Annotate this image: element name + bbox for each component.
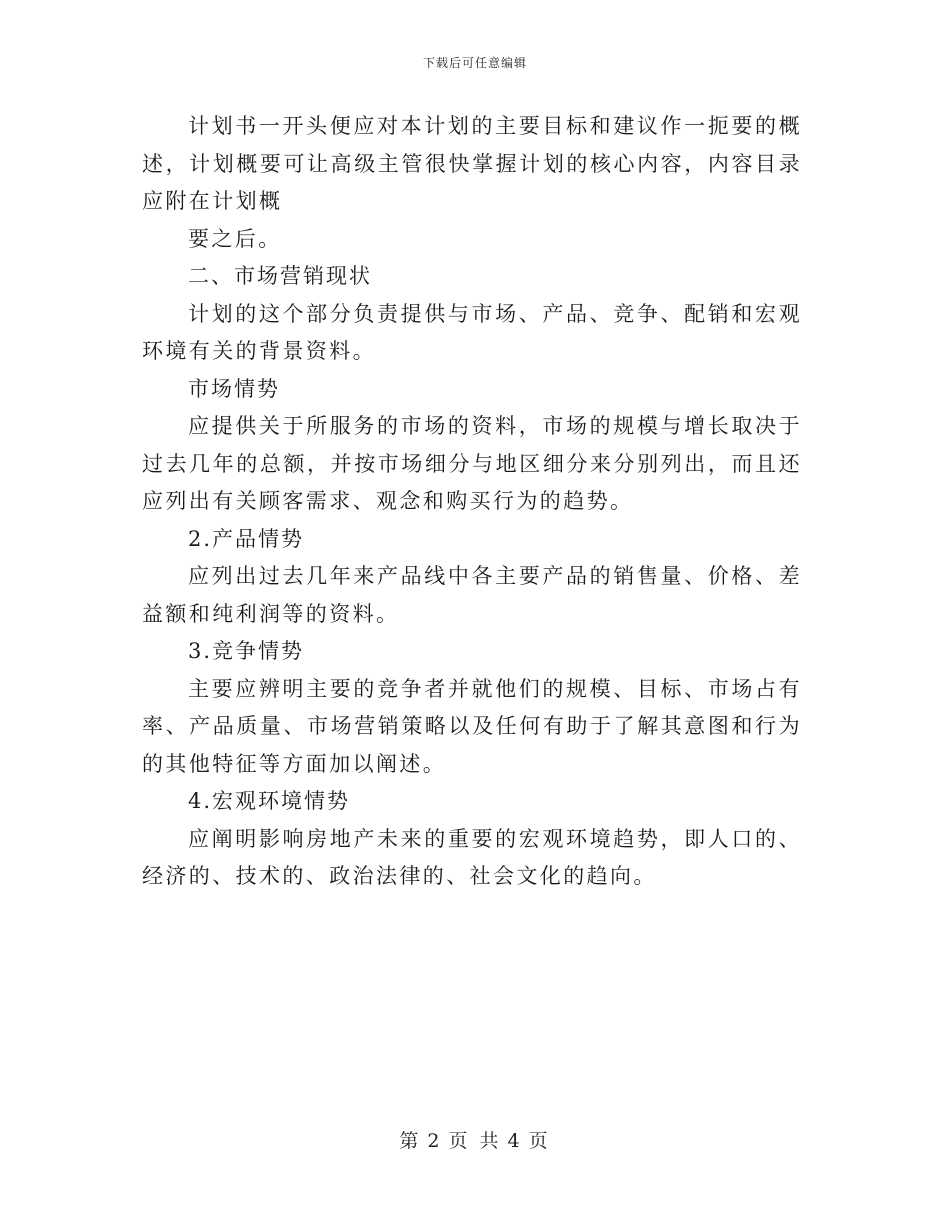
footer-current-page: 2	[427, 1130, 443, 1152]
paragraph-market-situation: 应提供关于所服务的市场的资料，市场的规模与增长取决于过去几年的总额，并按市场细分与地区细分来分别列出，而且还应列出有关顾客需求、观念和购买行为的趋势。	[142, 414, 802, 513]
page-header-note: 下载后可任意编辑	[422, 56, 527, 70]
footer-mid: 页 共	[448, 1130, 502, 1152]
footer-total-pages: 4	[507, 1130, 523, 1152]
footer-suffix: 页	[528, 1130, 551, 1152]
subheading-macro-environment: 4.宏观环境情势	[188, 789, 351, 813]
document-body	[142, 108, 802, 896]
page-footer	[0, 1126, 950, 1153]
paragraph-plan-summary: 计划书一开头便应对本计划的主要目标和建议作一扼要的概述，计划概要可让高级主管很快掌握计划的核心内容，内容目录应附在计划概	[142, 114, 802, 213]
footer-prefix: 第	[399, 1130, 422, 1152]
subheading-competition-situation: 3.竞争情势	[188, 639, 305, 663]
section-heading-market-status: 二、市场营销现状	[188, 264, 372, 288]
subheading-market-situation: 市场情势	[188, 376, 280, 401]
paragraph-product-situation: 应列出过去几年来产品线中各主要产品的销售量、价格、差益额和纯利润等的资料。	[142, 564, 802, 626]
paragraph-competition-situation: 主要应辨明主要的竞争者并就他们的规模、目标、市场占有率、产品质量、市场营销策略以及任何有助于了解其意图和行为的其他特征等方面加以阐述。	[142, 676, 802, 776]
paragraph-summary-continued: 要之后。	[188, 226, 282, 251]
paragraph-market-status: 计划的这个部分负责提供与市场、产品、竞争、配销和宏观环境有关的背景资料。	[142, 301, 802, 363]
paragraph-macro-environment: 应阐明影响房地产未来的重要的宏观环境趋势，即人口的、经济的、技术的、政治法律的、社会文化的趋向。	[142, 826, 802, 888]
subheading-product-situation: 2.产品情势	[188, 526, 305, 551]
